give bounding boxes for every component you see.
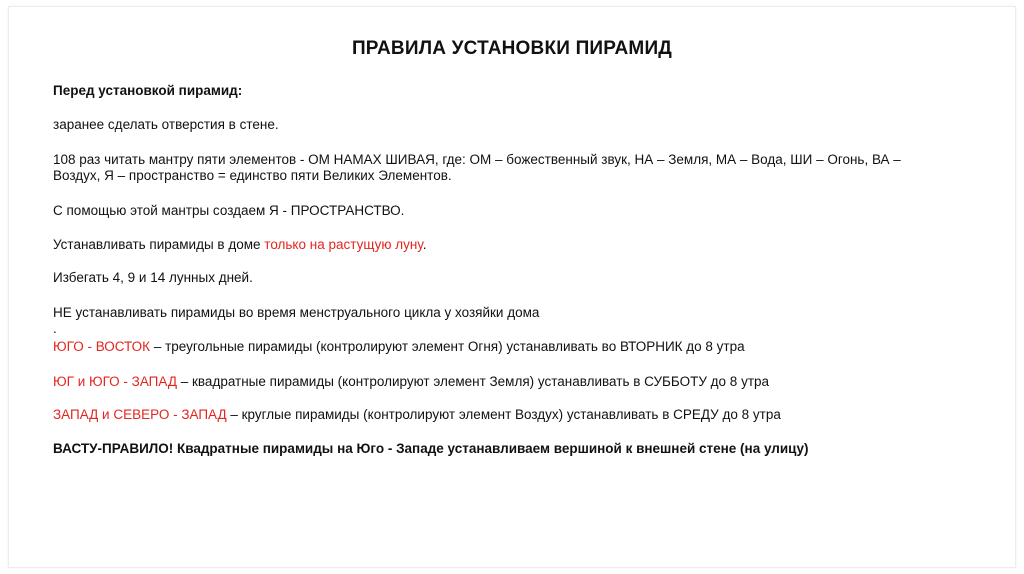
intro-heading: Перед установкой пирамид: xyxy=(53,83,243,98)
paragraph-holes: заранее сделать отверстия в стене. xyxy=(53,117,279,132)
paragraph-mantra-line1: 108 раз читать мантру пяти элементов - ОМ НАМАХ ШИВАЯ, где: ОМ – божественный звук, НА – Земля, МА – Вода, ШИ – Огонь, ВА – xyxy=(53,152,901,167)
direction-southeast-text: – треугольные пирамиды (контролируют элемент Огня) устанавливать во ВТОРНИК до 8 утра xyxy=(150,339,745,354)
paragraph-cycle: НЕ устанавливать пирамиды во время менструального цикла у хозяйки дома xyxy=(53,305,540,320)
direction-southeast xyxy=(53,338,745,355)
direction-southwest xyxy=(53,373,769,390)
paragraph-moon xyxy=(53,236,426,253)
vastu-rule: ВАСТУ-ПРАВИЛО! Квадратные пирамиды на Юго - Западе устанавливаем вершиной к внешней стене (на улицу) xyxy=(53,441,809,456)
paragraph-cycle-dot: . xyxy=(53,321,57,336)
direction-northwest-text: – круглые пирамиды (контролируют элемент Воздух) устанавливать в СРЕДУ до 8 утра xyxy=(226,407,781,422)
direction-southeast-label: ЮГО - ВОСТОК xyxy=(53,339,151,354)
direction-southwest-label: ЮГ и ЮГО - ЗАПАД xyxy=(53,374,177,389)
moon-highlight: только на растущую луну xyxy=(264,237,423,252)
moon-prefix: Устанавливать пирамиды в доме xyxy=(53,237,265,252)
direction-northwest xyxy=(53,406,781,423)
paragraph-mantra-line2: Воздух, Я – пространство = единство пяти Великих Элементов. xyxy=(53,168,452,183)
moon-suffix: . xyxy=(422,237,427,252)
direction-southwest-text: – квадратные пирамиды (контролируют элемент Земля) устанавливать в СУББОТУ до 8 утра xyxy=(177,374,770,389)
paragraph-avoid-days: Избегать 4, 9 и 14 лунных дней. xyxy=(53,270,253,285)
page-title: ПРАВИЛА УСТАНОВКИ ПИРАМИД xyxy=(351,38,673,59)
direction-northwest-label: ЗАПАД и СЕВЕРО - ЗАПАД xyxy=(53,407,227,422)
paragraph-space: С помощью этой мантры создаем Я - ПРОСТРАНСТВО. xyxy=(53,203,405,218)
